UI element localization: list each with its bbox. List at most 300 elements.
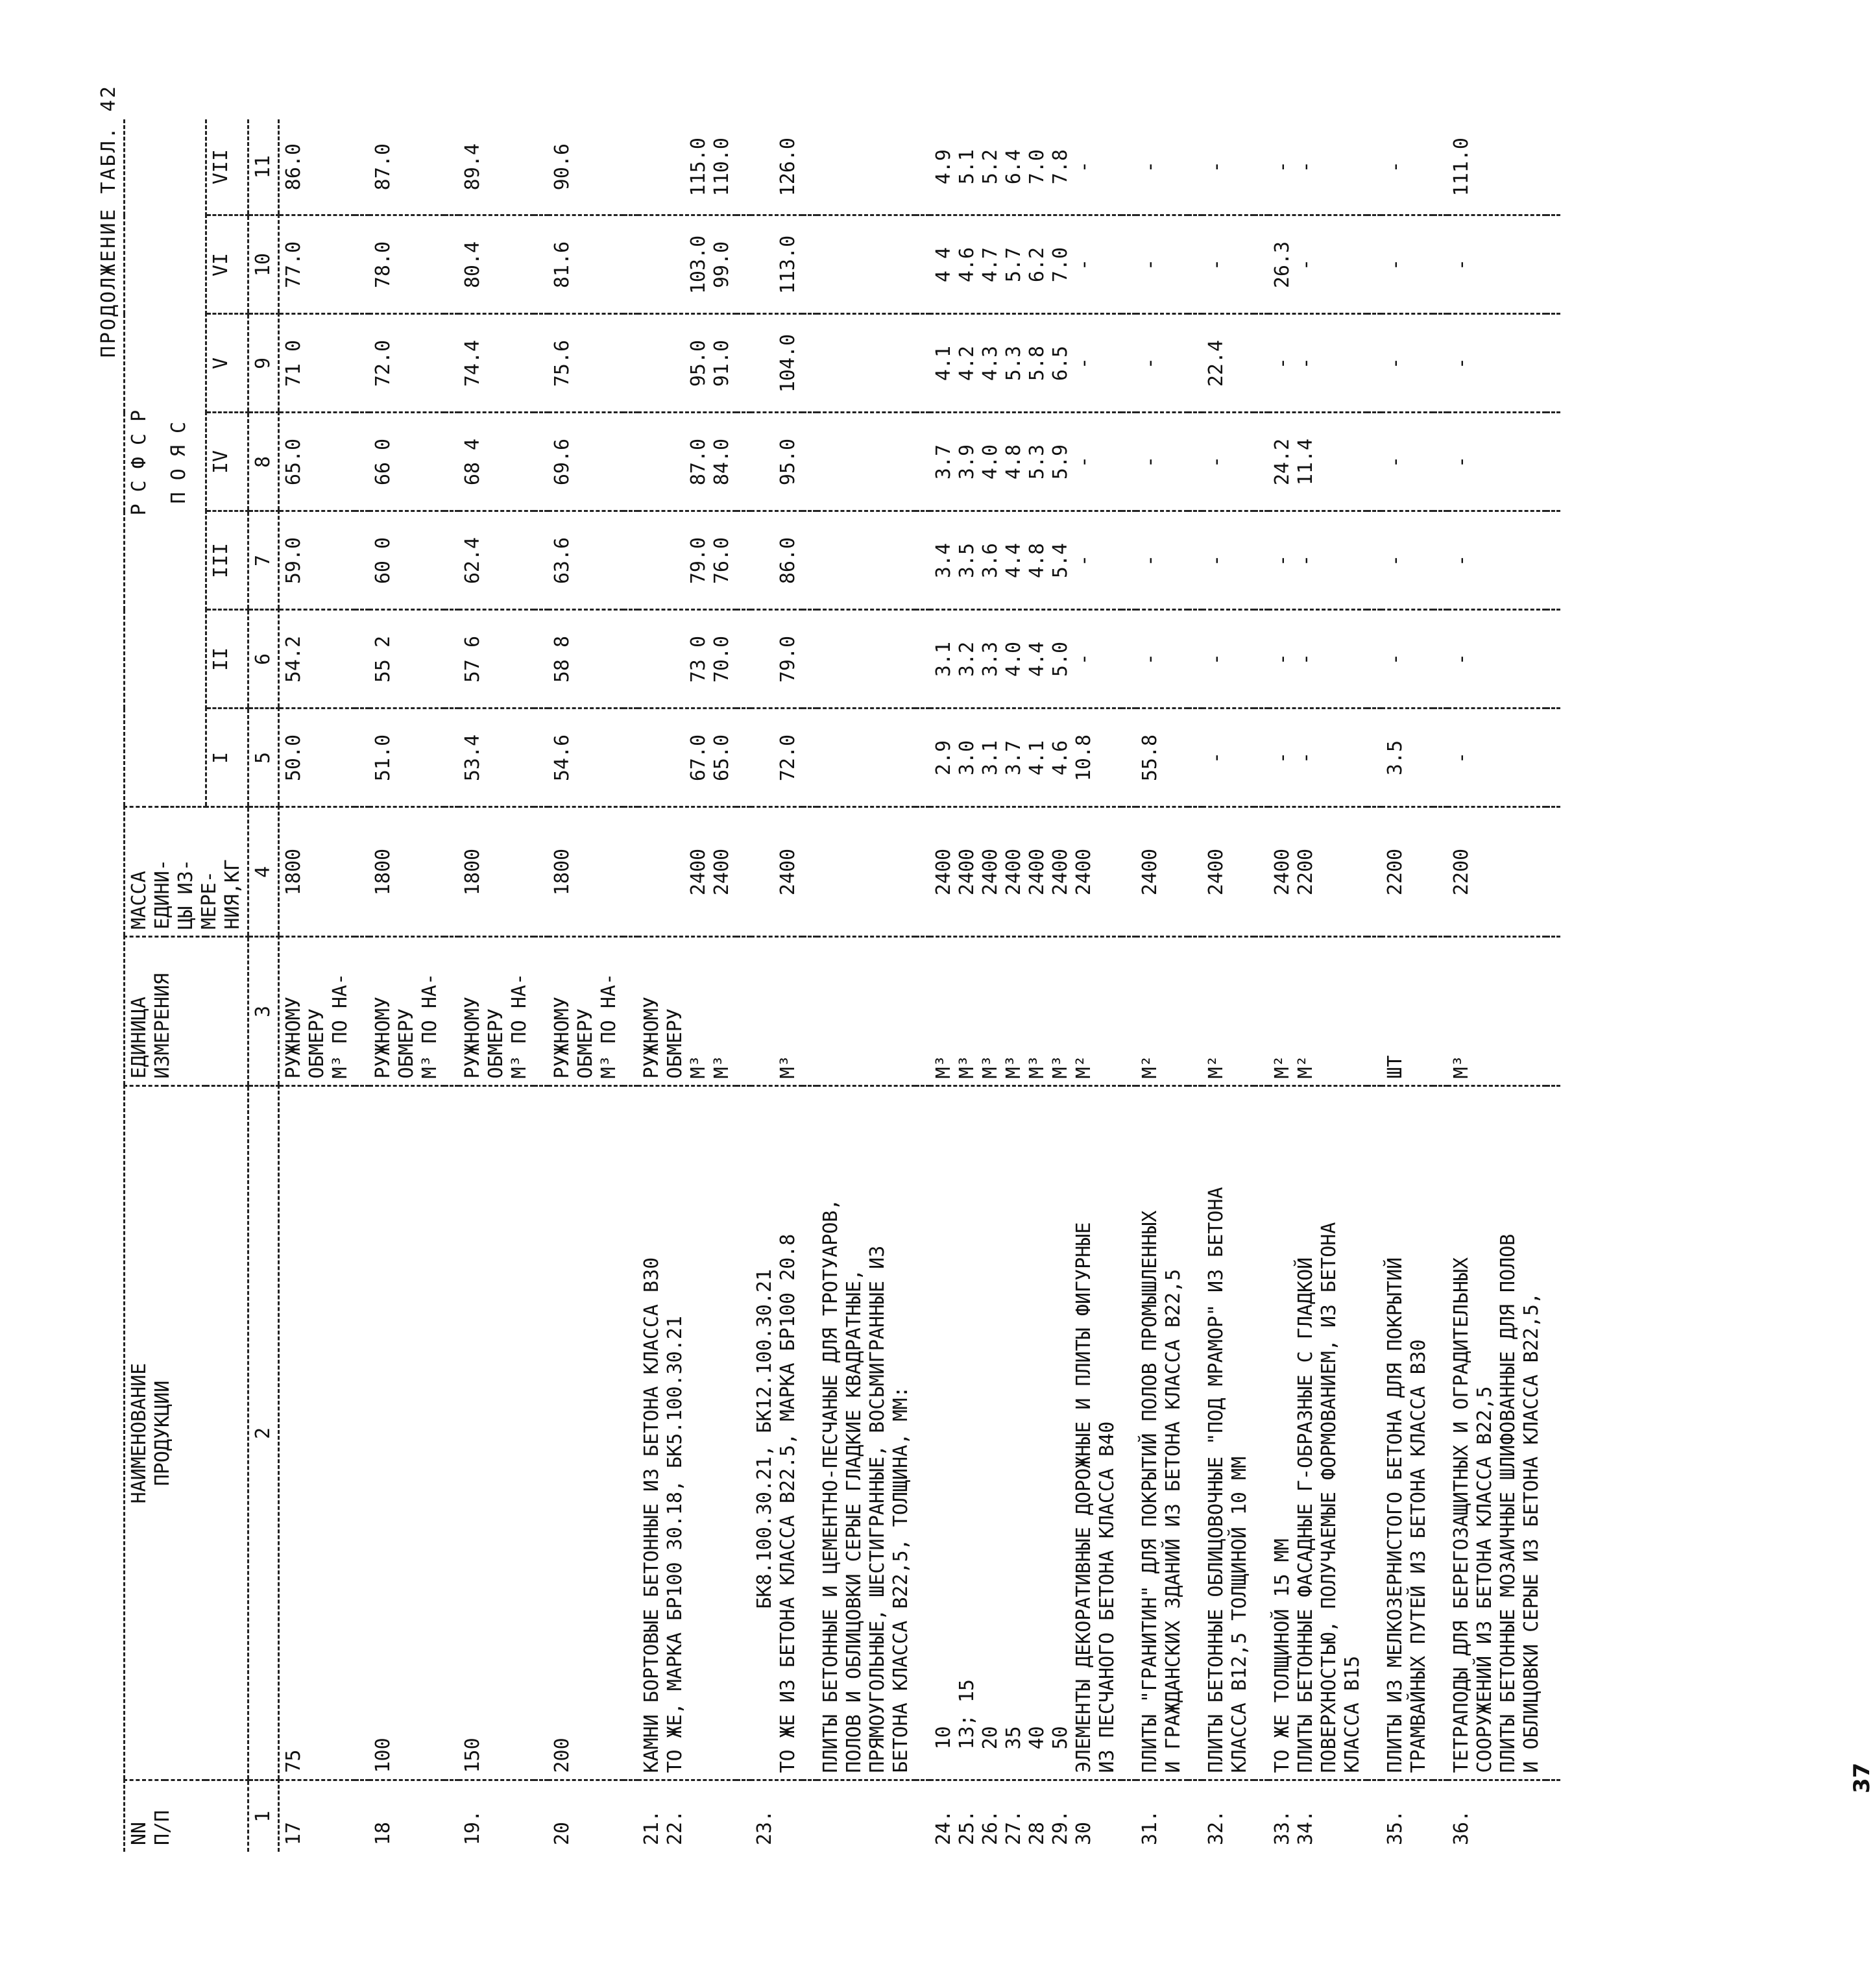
header-zone: VII	[209, 149, 232, 185]
row-zone-value: -	[1384, 161, 1407, 173]
spacer-cell	[1188, 1086, 1202, 1780]
spacer-cell	[1367, 314, 1381, 413]
spacer-cell	[623, 709, 638, 807]
spacer-cell	[1546, 1086, 1560, 1780]
spacer-cell	[355, 1780, 369, 1852]
row-unit	[817, 937, 915, 1086]
row-nn: 24. 25. 26. 27. 28 29. 30	[930, 1780, 1122, 1852]
row-nn: 17	[279, 1780, 356, 1852]
spacer-cell	[1122, 610, 1136, 709]
spacer-cell	[803, 314, 817, 413]
column-number: 8	[248, 413, 279, 511]
header-column-numbers	[248, 119, 279, 1852]
column-number: 6	[248, 610, 279, 709]
row-zone-value: 4.1 4.2 4.3 5.3 5.8 6.5 -	[930, 314, 1122, 413]
row-zone-value: 55 2	[369, 610, 444, 709]
spacer-cell	[803, 610, 817, 709]
row-zone-value: 111.0	[1450, 138, 1473, 197]
spacer-cell	[1367, 937, 1381, 1086]
spacer-cell	[355, 709, 369, 807]
row-unit: РУЖНОМУ ОБМЕРУ М³ ПО НА-	[548, 937, 623, 1086]
row-zone-value	[817, 314, 915, 413]
row-zone-value	[817, 511, 915, 610]
row-nn: 36.	[1447, 1780, 1546, 1852]
spacer-cell	[444, 937, 459, 1086]
column-number: 2	[248, 1086, 279, 1780]
row-spacer	[1367, 119, 1381, 1852]
spacer-cell	[623, 215, 638, 314]
spacer-cell	[444, 807, 459, 937]
spacer-cell	[1367, 413, 1381, 511]
spacer-cell	[1546, 709, 1560, 807]
row-zone-value: 80.4	[459, 215, 534, 314]
row-spacer	[915, 119, 930, 1852]
spacer-cell	[1188, 937, 1202, 1086]
spacer-cell	[1254, 610, 1268, 709]
spacer-cell	[1546, 413, 1560, 511]
spacer-cell	[1433, 1780, 1447, 1852]
row-zone-value: 62.4	[459, 511, 534, 610]
spacer-cell	[534, 1086, 548, 1780]
row-nn: 19.	[459, 1780, 534, 1852]
header-mass: МАССА ЕДИНИ- ЦЫ ИЗ- МЕРЕ- НИЯ,КГ	[125, 807, 248, 937]
row-name: ТЕТРАПОДЫ ДЛЯ БЕРЕГОЗАЩИТНЫХ И ОГРАДИТЕЛЬНЫХ СООРУЖЕНИЙ ИЗ БЕТОНА КЛАССА В22,5 ПЛИТЫ БЕТОННЫЕ МОЗАИЧНЫЕ ШЛИФОВАННЫЕ ДЛЯ ПОЛОВ И ОБЛИЦОВКИ СЕРЫЕ ИЗ БЕТОНА КЛАССА В22,5,	[1447, 1086, 1546, 1780]
row-zone-value: 59.0	[279, 511, 356, 610]
row-zone-value: -	[1139, 161, 1161, 173]
row-zone-value: -	[1136, 314, 1188, 413]
spacer-cell	[915, 937, 930, 1086]
row-zone-value: -	[1447, 413, 1546, 511]
row-name: ПЛИТЫ ИЗ МЕЛКОЗЕРНИСТОГО БЕТОНА ДЛЯ ПОКРЫТИЙ ТРАМВАЙНЫХ ПУТЕЙ ИЗ БЕТОНА КЛАССА В30	[1381, 1086, 1433, 1780]
spacer-cell	[1367, 511, 1381, 610]
spacer-cell	[1122, 1086, 1136, 1780]
row-zone-value: 74.4	[459, 314, 534, 413]
row-zone-value: 69.6	[548, 413, 623, 511]
row-zone-value: 2.9 3.0 3.1 3.7 4.1 4.6 10.8	[930, 709, 1122, 807]
row-zone-value: -	[1447, 511, 1546, 610]
spacer-cell	[534, 314, 548, 413]
spacer-cell	[1122, 1780, 1136, 1852]
row-zone-value: 86.0	[282, 143, 305, 191]
spacer-cell	[355, 119, 369, 215]
row-name: ПЛИТЫ "ГРАНИТИН" ДЛЯ ПОКРЫТИЙ ПОЛОВ ПРОМЫШЛЕННЫХ И ГРАЖДАНСКИХ ЗДАНИЙ ИЗ БЕТОНА КЛАССА В22,5	[1136, 1086, 1188, 1780]
row-unit: М²	[1202, 937, 1254, 1086]
spacer-cell	[736, 511, 751, 610]
row-mass: 2400	[751, 807, 803, 937]
row-zone-value: -	[1202, 413, 1254, 511]
row-unit: М² М²	[1268, 937, 1367, 1086]
row-zone-value: -	[1447, 709, 1546, 807]
spacer-cell	[1254, 1086, 1268, 1780]
row-zone-value: -	[1381, 314, 1433, 413]
spacer-cell	[736, 314, 751, 413]
spacer-cell	[736, 709, 751, 807]
spacer-cell	[1122, 119, 1136, 215]
table-row	[369, 119, 444, 1852]
row-zone-value: 79.0	[751, 610, 803, 709]
spacer-cell	[736, 215, 751, 314]
header-zone: III	[206, 511, 248, 610]
row-zone-value: - -	[1268, 709, 1367, 807]
spacer-cell	[803, 709, 817, 807]
spacer-cell	[355, 1086, 369, 1780]
spacer-cell	[1546, 610, 1560, 709]
row-zone-value: 87.0	[372, 143, 394, 191]
spacer-cell	[1254, 807, 1268, 937]
spacer-cell	[915, 314, 930, 413]
row-zone-value: 4 4 4.6 4.7 5.7 6.2 7.0 -	[930, 215, 1122, 314]
row-name: ПЛИТЫ БЕТОННЫЕ И ЦЕМЕНТНО-ПЕСЧАНЫЕ ДЛЯ ТРОТУАРОВ, ПОЛОВ И ОБЛИЦОВКИ СЕРЫЕ ГЛАДКИЕ КВАДРАТНЫЕ, ПРЯМОУГОЛЬНЫЕ, ШЕСТИГРАННЫЕ, ВОСЬМИГРАННЫЕ ИЗ БЕТОНА КЛАССА В22,5, ТОЛЩИНА, ММ:	[817, 1086, 915, 1780]
row-zone-value: 55.8	[1136, 709, 1188, 807]
spacer-cell	[355, 807, 369, 937]
row-nn: 35.	[1381, 1780, 1433, 1852]
row-name: 100	[369, 1086, 444, 1780]
row-zone-value: -	[1202, 215, 1254, 314]
spacer-cell	[623, 314, 638, 413]
row-zone-value: 78.0	[369, 215, 444, 314]
spacer-cell	[1188, 119, 1202, 215]
spacer-cell	[623, 610, 638, 709]
column-number: 7	[248, 511, 279, 610]
spacer-cell	[736, 119, 751, 215]
spacer-cell	[736, 937, 751, 1086]
row-zone-value: 90.6	[551, 143, 574, 191]
spacer-cell	[355, 314, 369, 413]
spacer-cell	[1367, 1086, 1381, 1780]
table-row	[459, 119, 534, 1852]
column-number: 10	[248, 215, 279, 314]
spacer-cell	[1433, 119, 1447, 215]
spacer-cell	[623, 119, 638, 215]
row-mass: 2400	[1136, 807, 1188, 937]
spacer-cell	[534, 215, 548, 314]
spacer-cell	[1546, 215, 1560, 314]
spacer-cell	[1546, 937, 1560, 1086]
row-zone-value: 57 6	[459, 610, 534, 709]
spacer-cell	[623, 807, 638, 937]
row-zone-value: -	[1447, 314, 1546, 413]
row-zone-value	[817, 119, 915, 215]
spacer-cell	[736, 610, 751, 709]
spacer-cell	[736, 413, 751, 511]
spacer-cell	[444, 413, 459, 511]
row-nn	[817, 1780, 915, 1852]
spacer-cell	[1367, 709, 1381, 807]
row-zone-value: 95.0	[751, 413, 803, 511]
spacer-cell	[534, 413, 548, 511]
row-zone-value: -	[1202, 610, 1254, 709]
spacer-cell	[444, 314, 459, 413]
spacer-cell	[1122, 413, 1136, 511]
spacer-cell	[1546, 511, 1560, 610]
row-unit: РУЖНОМУ ОБМЕРУ М³ ПО НА-	[459, 937, 534, 1086]
spacer-cell	[1188, 215, 1202, 314]
header-group-sub: П О Я С	[165, 119, 206, 807]
header-zone: IV	[206, 413, 248, 511]
spacer-cell	[915, 215, 930, 314]
spacer-cell	[1433, 807, 1447, 937]
spacer-cell	[534, 511, 548, 610]
row-nn: 32.	[1202, 1780, 1254, 1852]
table-row	[1268, 119, 1367, 1852]
table-row	[638, 119, 736, 1852]
spacer-cell	[1188, 314, 1202, 413]
table-row	[1381, 119, 1433, 1852]
row-zone-value: 73 0 70.0	[638, 610, 736, 709]
row-name: ПЛИТЫ БЕТОННЫЕ ОБЛИЦОВОЧНЫЕ "ПОД МРАМОР" ИЗ БЕТОНА КЛАССА В12,5 ТОЛЩИНОЙ 10 ММ	[1202, 1086, 1254, 1780]
header-zone: I	[206, 709, 248, 807]
row-zone-value: 24.2 11.4	[1268, 413, 1367, 511]
row-mass: 1800	[548, 807, 623, 937]
row-zone-value: 115.0 110.0	[687, 138, 733, 197]
column-number: 9	[248, 314, 279, 413]
table-caption: ПРОДОЛЖЕНИЕ ТАБЛ. 42	[97, 84, 120, 358]
row-zone-value: 3.1 3.2 3.3 4.0 4.4 5.0 -	[930, 610, 1122, 709]
spacer-cell	[1433, 511, 1447, 610]
spacer-cell	[534, 1780, 548, 1852]
spacer-cell	[736, 1086, 751, 1780]
spacer-cell	[1254, 215, 1268, 314]
row-zone-value: -	[1447, 610, 1546, 709]
row-zone-value: - -	[1268, 511, 1367, 610]
spacer-cell	[1254, 709, 1268, 807]
spacer-cell	[355, 610, 369, 709]
header-name: НАИМЕНОВАНИЕ ПРОДУКЦИИ	[125, 1086, 248, 1780]
row-unit: РУЖНОМУ ОБМЕРУ М³ М³	[638, 937, 736, 1086]
spacer-cell	[1122, 215, 1136, 314]
spacer-cell	[623, 937, 638, 1086]
row-zone-value	[817, 610, 915, 709]
row-mass: 1800	[279, 807, 356, 937]
column-number: 4	[248, 807, 279, 937]
spacer-cell	[1546, 1780, 1560, 1852]
row-zone-value: 95.0 91.0	[638, 314, 736, 413]
row-mass: 2400 2200	[1268, 807, 1367, 937]
spacer-cell	[915, 709, 930, 807]
spacer-cell	[534, 119, 548, 215]
spacer-cell	[534, 709, 548, 807]
row-zone-value: 26.3 -	[1268, 215, 1367, 314]
row-zone-value: 53.4	[459, 709, 534, 807]
row-name: ТО ЖЕ ТОЛЩИНОЙ 15 ММ ПЛИТЫ БЕТОННЫЕ ФАСАДНЫЕ Г-ОБРАЗНЫЕ С ГЛАДКОЙ ПОВЕРХНОСТЬЮ, ПОЛУЧАЕМЫЕ ФОРМОВАНИЕМ, ИЗ БЕТОНА КЛАССА В15	[1268, 1086, 1367, 1780]
spacer-cell	[915, 511, 930, 610]
row-spacer	[623, 119, 638, 1852]
row-zone-value: -	[1381, 511, 1433, 610]
spacer-cell	[915, 807, 930, 937]
spacer-cell	[1433, 413, 1447, 511]
row-zone-value: -	[1136, 610, 1188, 709]
row-zone-value: 87.0 84.0	[638, 413, 736, 511]
spacer-cell	[1122, 511, 1136, 610]
row-zone-value: 3.7 3.9 4.0 4.8 5.3 5.9 -	[930, 413, 1122, 511]
spacer-cell	[534, 610, 548, 709]
column-number: 11	[248, 119, 279, 215]
row-zone-value: -	[1205, 161, 1228, 173]
spacer-cell	[915, 413, 930, 511]
spacer-cell	[534, 937, 548, 1086]
spacer-cell	[444, 610, 459, 709]
spacer-cell	[1254, 119, 1268, 215]
spacer-cell	[915, 1086, 930, 1780]
spacer-cell	[736, 807, 751, 937]
spacer-cell	[803, 937, 817, 1086]
row-name: 150	[459, 1086, 534, 1780]
spacer-cell	[1367, 610, 1381, 709]
row-spacer	[1122, 119, 1136, 1852]
table-row	[1136, 119, 1188, 1852]
spacer-cell	[803, 511, 817, 610]
row-name: 10 13; 15 20 35 40 50 ЭЛЕМЕНТЫ ДЕКОРАТИВНЫЕ ДОРОЖНЫЕ И ПЛИТЫ ФИГУРНЫЕ ИЗ ПЕСЧАНОГО БЕТОНА КЛАССА В40	[930, 1086, 1122, 1780]
spacer-cell	[803, 1086, 817, 1780]
row-spacer	[803, 119, 817, 1852]
row-zone-value: 75.6	[548, 314, 623, 413]
row-unit: М²	[1136, 937, 1188, 1086]
row-zone-value: - -	[1271, 161, 1317, 173]
spacer-cell	[1433, 709, 1447, 807]
row-mass: 2400 2400 2400 2400 2400 2400 2400	[930, 807, 1122, 937]
row-zone-value: -	[1202, 511, 1254, 610]
row-zone-value: 67.0 65.0	[638, 709, 736, 807]
row-mass: 2400 2400	[638, 807, 736, 937]
spacer-cell	[1433, 610, 1447, 709]
row-nn: 31.	[1136, 1780, 1188, 1852]
table-row	[751, 119, 803, 1852]
row-name: 75	[279, 1086, 356, 1780]
table-row	[1202, 119, 1254, 1852]
spacer-cell	[803, 215, 817, 314]
spacer-cell	[803, 807, 817, 937]
row-nn: 21. 22.	[638, 1780, 736, 1852]
row-zone-value: -	[1447, 215, 1546, 314]
row-name: 200	[548, 1086, 623, 1780]
column-number: 3	[248, 937, 279, 1086]
row-zone-value: 60 0	[369, 511, 444, 610]
row-zone-value	[817, 413, 915, 511]
row-zone-value: 71 0	[279, 314, 356, 413]
spacer-cell	[623, 413, 638, 511]
spacer-cell	[1254, 413, 1268, 511]
header-zone: V	[206, 314, 248, 413]
row-mass: 1800	[459, 807, 534, 937]
spacer-cell	[444, 1086, 459, 1780]
header-row-top	[125, 119, 165, 1852]
table-row	[1447, 119, 1546, 1852]
spacer-cell	[1433, 937, 1447, 1086]
spacer-cell	[623, 1086, 638, 1780]
row-mass: 2200	[1381, 807, 1433, 937]
table-body	[279, 119, 1561, 1852]
header-group-top: Р С Ф С Р	[125, 119, 165, 807]
spacer-cell	[623, 511, 638, 610]
table-row	[930, 119, 1122, 1852]
spacer-cell	[1367, 807, 1381, 937]
row-name: БК8.100.30.21, БК12.100.30.21 ТО ЖЕ ИЗ БЕТОНА КЛАССА В22.5, МАРКА БР100 20.8	[751, 1086, 803, 1780]
spacer-cell	[1433, 1086, 1447, 1780]
spacer-cell	[1122, 807, 1136, 937]
row-spacer	[1546, 119, 1560, 1852]
spacer-cell	[1367, 215, 1381, 314]
row-zone-value: 103.0 99.0	[638, 215, 736, 314]
spacer-cell	[915, 610, 930, 709]
row-zone-value: 68 4	[459, 413, 534, 511]
spacer-cell	[1188, 807, 1202, 937]
row-unit: М³	[751, 937, 803, 1086]
row-unit: М³	[1447, 937, 1546, 1086]
table-row	[279, 119, 356, 1852]
row-zone-value: -	[1136, 215, 1188, 314]
row-spacer	[1254, 119, 1268, 1852]
spacer-cell	[1188, 1780, 1202, 1852]
row-zone-value: 81.6	[548, 215, 623, 314]
spacer-cell	[1122, 314, 1136, 413]
data-table	[123, 119, 1560, 1852]
row-spacer	[1188, 119, 1202, 1852]
row-spacer	[1433, 119, 1447, 1852]
spacer-cell	[1254, 511, 1268, 610]
column-number: 1	[248, 1780, 279, 1852]
row-zone-value: 89.4	[461, 143, 484, 191]
spacer-cell	[1546, 314, 1560, 413]
row-zone-value: 54.2	[279, 610, 356, 709]
spacer-cell	[355, 215, 369, 314]
spacer-cell	[444, 511, 459, 610]
spacer-cell	[1546, 807, 1560, 937]
row-nn: 33. 34.	[1268, 1780, 1367, 1852]
row-zone-value: 54.6	[548, 709, 623, 807]
row-nn: 20	[548, 1780, 623, 1852]
row-zone-value: 58 8	[548, 610, 623, 709]
spacer-cell	[444, 215, 459, 314]
row-spacer	[534, 119, 548, 1852]
page-number: 37	[1849, 1762, 1875, 1793]
spacer-cell	[444, 1780, 459, 1852]
spacer-cell	[803, 413, 817, 511]
table-row	[817, 119, 915, 1852]
spacer-cell	[1122, 937, 1136, 1086]
row-zone-value: 4.9 5.1 5.2 6.4 7.0 7.8 -	[932, 149, 1095, 185]
row-zone-value: 72.0	[751, 709, 803, 807]
row-mass: 2400	[1202, 807, 1254, 937]
header-zone: VI	[206, 215, 248, 314]
spacer-cell	[1254, 937, 1268, 1086]
row-zone-value: 63.6	[548, 511, 623, 610]
row-zone-value: 50.0	[279, 709, 356, 807]
row-zone-value: 126.0	[777, 138, 799, 197]
row-zone-value: 86.0	[751, 511, 803, 610]
row-mass: 2200	[1447, 807, 1546, 937]
row-zone-value: - -	[1268, 314, 1367, 413]
row-zone-value: -	[1381, 610, 1433, 709]
spacer-cell	[1122, 709, 1136, 807]
spacer-cell	[915, 1780, 930, 1852]
spacer-cell	[1546, 119, 1560, 215]
spacer-cell	[1188, 610, 1202, 709]
row-zone-value: 104.0	[751, 314, 803, 413]
row-zone-value: -	[1381, 215, 1433, 314]
spacer-cell	[803, 1780, 817, 1852]
row-unit: РУЖНОМУ ОБМЕРУ М³ ПО НА-	[369, 937, 444, 1086]
row-zone-value: 66 0	[369, 413, 444, 511]
spacer-cell	[444, 709, 459, 807]
header-nn: NN П/П	[125, 1780, 248, 1852]
row-zone-value: -	[1136, 413, 1188, 511]
row-zone-value: -	[1202, 709, 1254, 807]
row-zone-value: 79.0 76.0	[638, 511, 736, 610]
spacer-cell	[1254, 314, 1268, 413]
spacer-cell	[444, 119, 459, 215]
row-unit: РУЖНОМУ ОБМЕРУ М³ ПО НА-	[279, 937, 356, 1086]
row-zone-value: - -	[1268, 610, 1367, 709]
